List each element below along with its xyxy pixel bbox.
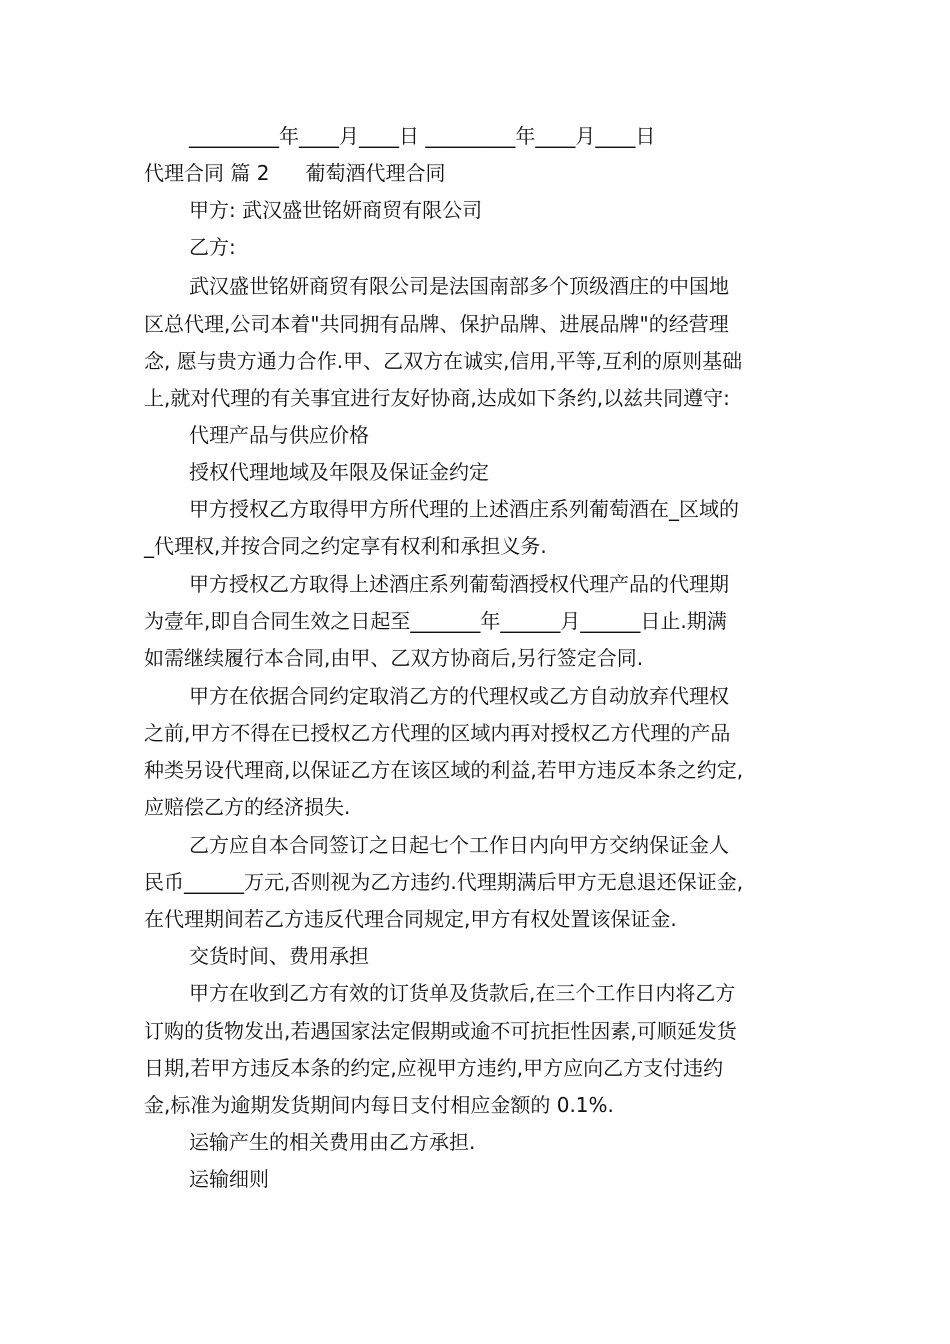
intro-line: 上,就对代理的有关事宜进行友好协商,达成如下条约,以兹共同遵守:	[144, 386, 730, 410]
title-prefix: 代理合同 篇 2	[144, 161, 270, 185]
intro-line: 念, 愿与贵方通力合作.甲、乙双方在诚实,信用,平等,互利的原则基础	[144, 349, 743, 373]
deposit-line: 在代理期间若乙方违反代理合同规定,甲方有权处置该保证金.	[144, 907, 677, 931]
party-a: 甲方: 武汉盛世铭妍商贸有限公司	[189, 198, 483, 222]
heading-products: 代理产品与供应价格	[189, 423, 369, 447]
date-line: _________年____月____日 _________年____月____日	[189, 124, 656, 148]
heading-transport: 运输细则	[189, 1167, 269, 1191]
heading-delivery: 交货时间、费用承担	[189, 944, 369, 968]
heading-region: 授权代理地域及年限及保证金约定	[189, 460, 489, 484]
title-main: 葡萄酒代理合同	[305, 161, 446, 185]
exclusive-line: 之前,甲方不得在已授权乙方代理的区域内再对授权乙方代理的产品	[144, 721, 731, 745]
delivery-line: 金,标准为逾期发货期间内每日支付相应金额的 0.1%.	[144, 1093, 614, 1117]
term-line: 甲方授权乙方取得上述酒庄系列葡萄酒授权代理产品的代理期	[189, 572, 729, 596]
term-line: 如需继续履行本合同,由甲、乙双方协商后,另行签定合同.	[144, 646, 644, 670]
intro-line: 武汉盛世铭妍商贸有限公司是法国南部多个顶级酒庄的中国地	[189, 274, 729, 298]
transport-cost: 运输产生的相关费用由乙方承担.	[189, 1130, 476, 1154]
deposit-line: 民币______万元,否则视为乙方违约.代理期满后甲方无息退还保证金,	[144, 870, 744, 894]
delivery-line: 订购的货物发出,若遇国家法定假期或逾不可抗拒性因素,可顺延发货	[144, 1019, 737, 1043]
delivery-line: 日期,若甲方违反本条的约定,应视甲方违约,甲方应向乙方支付违约	[144, 1056, 724, 1080]
deposit-line: 乙方应自本合同签订之日起七个工作日内向甲方交纳保证金人	[189, 833, 729, 857]
exclusive-line: 应赔偿乙方的经济损失.	[144, 795, 351, 819]
region-line: 甲方授权乙方取得甲方所代理的上述酒庄系列葡萄酒在_区域的	[189, 497, 739, 521]
section-title	[144, 159, 814, 187]
region-line: _代理权,并按合同之约定享有权利和承担义务.	[144, 534, 547, 558]
term-line: 为壹年,即自合同生效之日起至_______年______月______日止.期满	[144, 609, 727, 633]
exclusive-line: 甲方在依据合同约定取消乙方的代理权或乙方自动放弃代理权	[189, 684, 729, 708]
exclusive-line: 种类另设代理商,以保证乙方在该区域的利益,若甲方违反本条之约定,	[144, 758, 744, 782]
intro-line: 区总代理,公司本着"共同拥有品牌、保护品牌、进展品牌"的经营理	[144, 312, 729, 336]
delivery-line: 甲方在收到乙方有效的订货单及货款后,在三个工作日内将乙方	[189, 981, 736, 1005]
party-b: 乙方:	[189, 235, 236, 259]
